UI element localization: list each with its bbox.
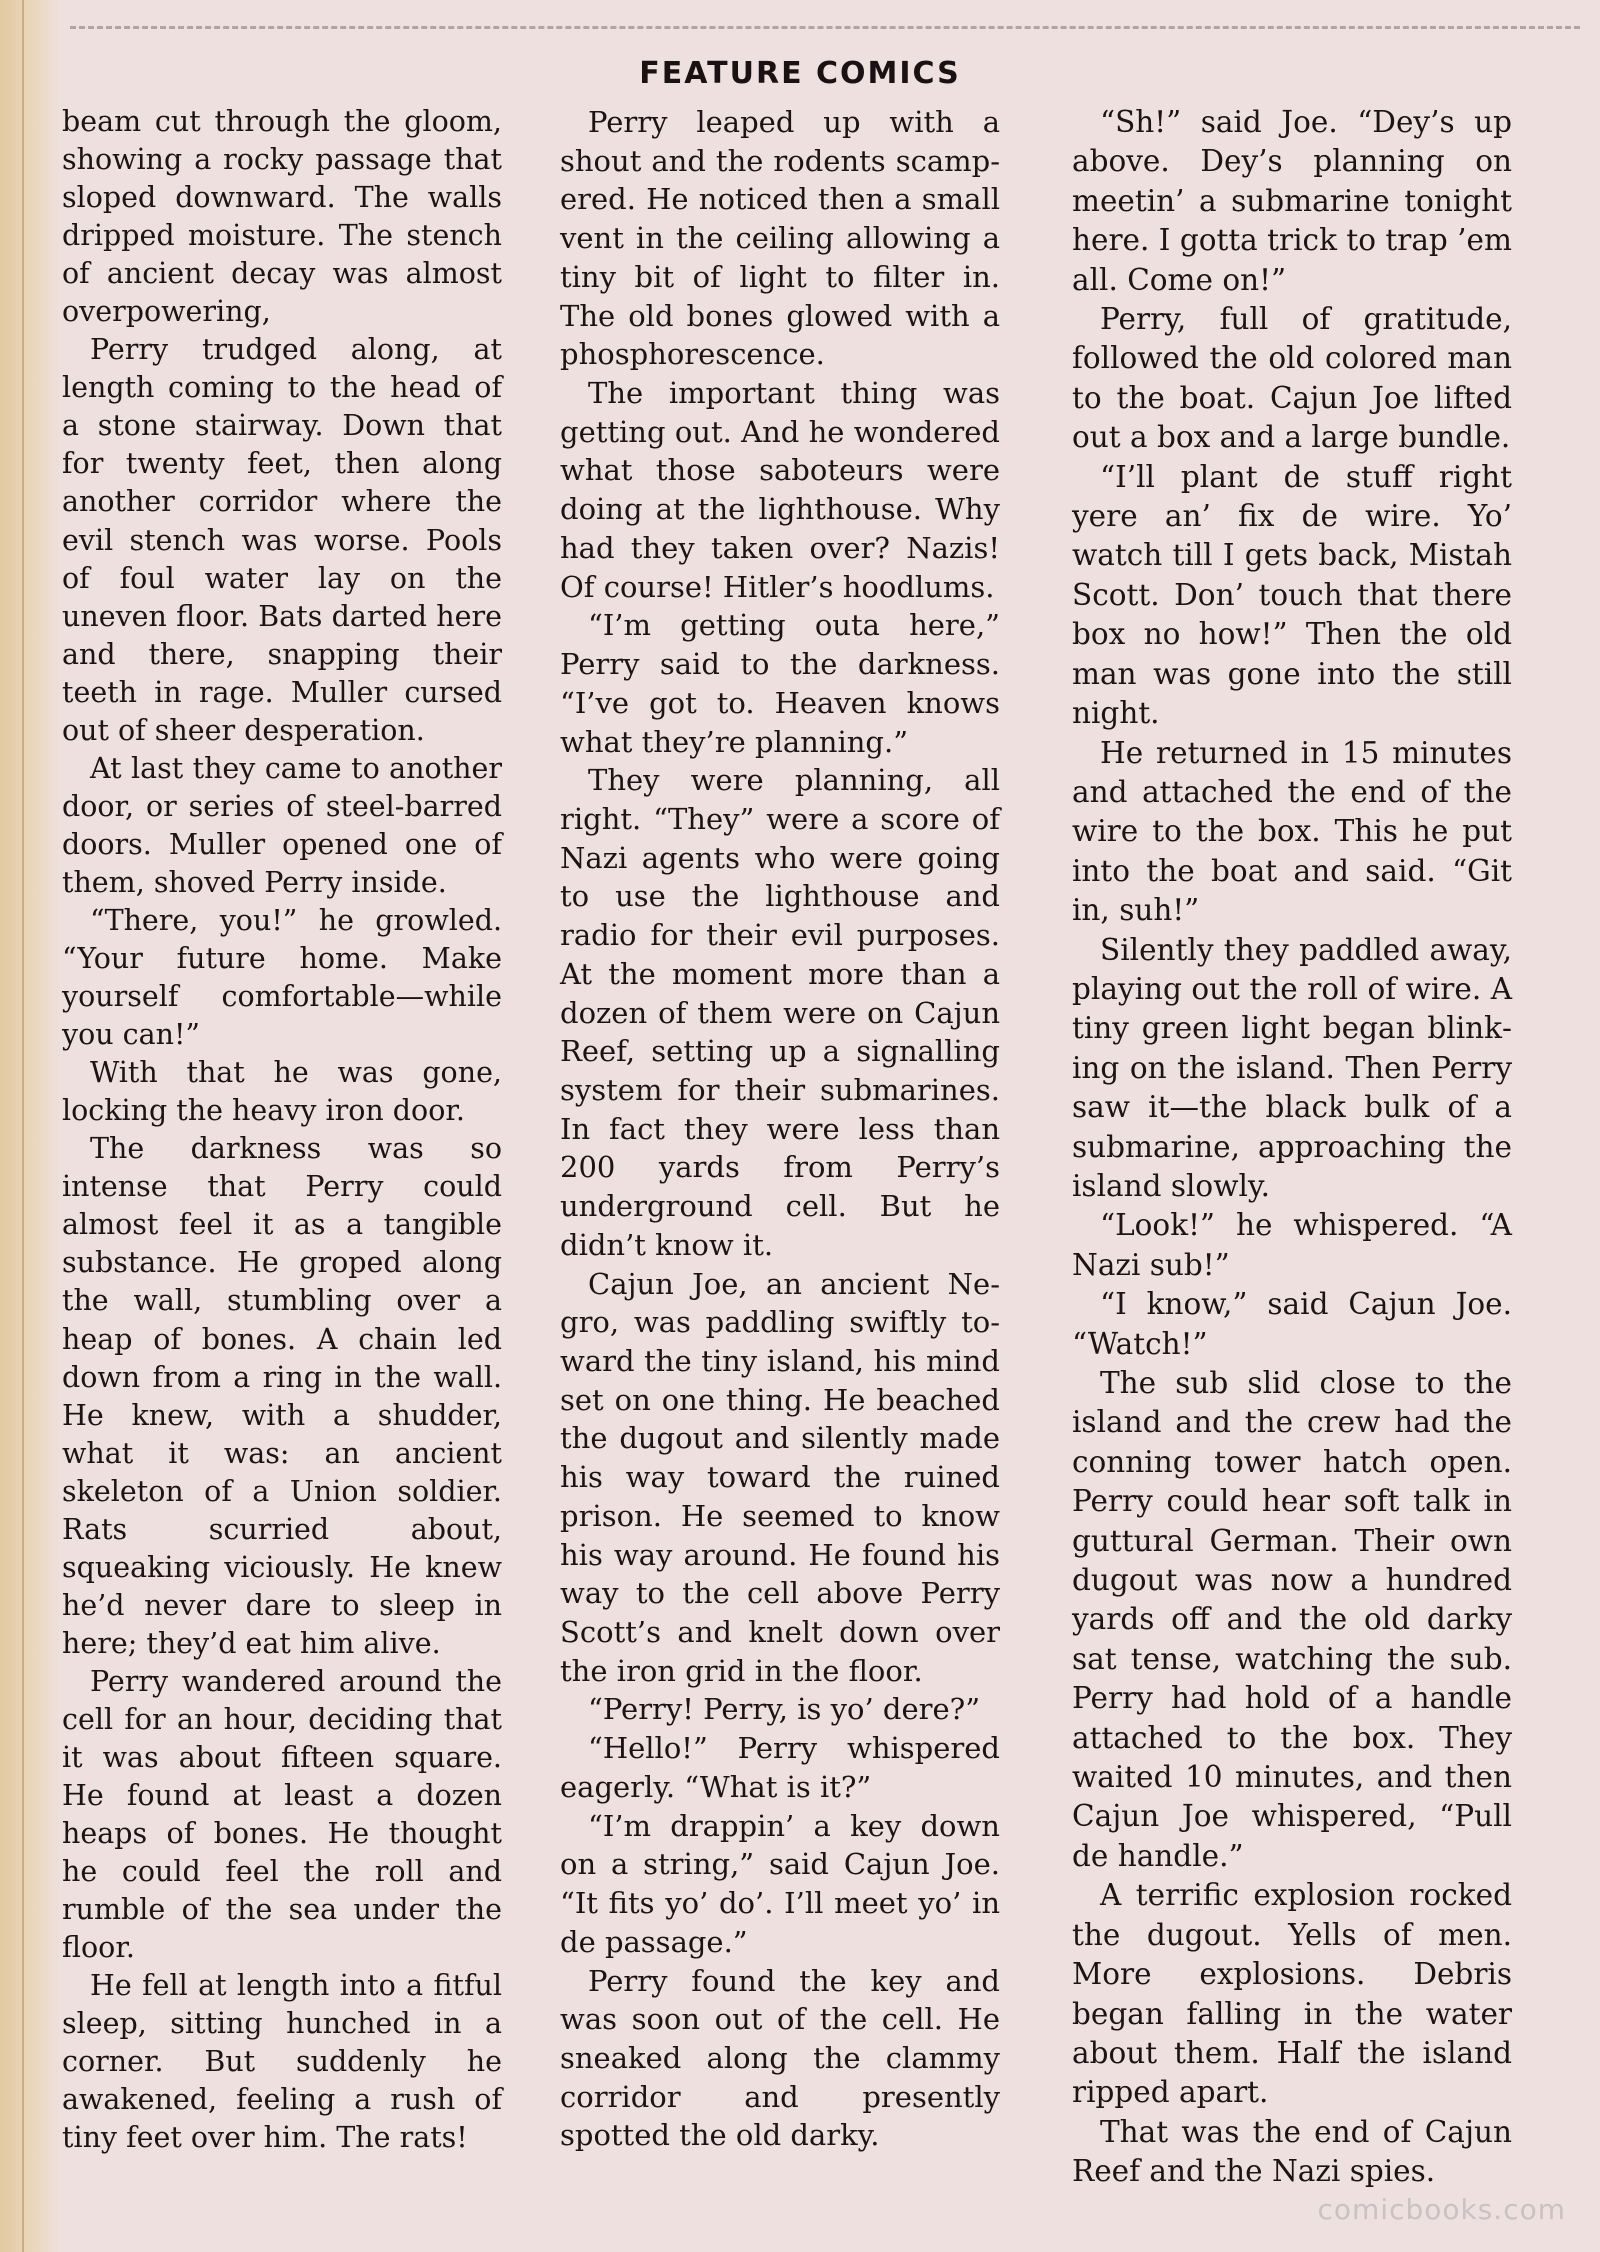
paragraph: “I’m getting outa here,” Perry said to the darkness. “I’ve got to. Heaven knows what they’re planning.”	[560, 608, 1000, 759]
paragraph: “I know,” said Cajun Joe. “Watch!”	[1072, 1287, 1512, 1361]
paragraph: beam cut through the gloom, showing a rocky passage that sloped downward. The walls dripped moisture. The stench of ancient decay was almost overpowering,	[62, 105, 502, 329]
paragraph: Perry trudged along, at length coming to the head of a stone stairway. Down that for twenty feet, then along another corridor where the evil stench was worse. Pools of foul water lay on the uneven floor. Bats darted here and there, snapping their teeth in rage. Muller cursed out of sheer desperation.	[62, 333, 502, 747]
text-column-1	[62, 103, 502, 2158]
paragraph: At last they came to another door, or series of steel-barred doors. Muller opened one of them, shoved Perry inside.	[62, 751, 502, 899]
binding-line	[22, 0, 24, 2252]
text-column-2	[560, 103, 1000, 2155]
paragraph: “Look!” he whispered. “A Nazi sub!”	[1072, 1208, 1512, 1282]
paragraph: “There, you!” he growled. “Your future home. Make yourself comfortable—while you can!”	[62, 903, 502, 1052]
paragraph: “I’ll plant de stuff right yere an’ fix de wire. Yo’ watch till I gets back, Mistah Scott. Don’ touch that there box no how!” Then the old man was gone into the still night.	[1072, 459, 1512, 731]
paragraph: “I’m drappin’ a key down on a string,” said Cajun Joe. “It fits yo’ do’. I’ll meet yo’ in de passage.”	[560, 1808, 1000, 1959]
page-spine	[0, 0, 62, 2252]
paragraph: “Sh!” said Joe. “Dey’s up above. Dey’s planning on meetin’ a submarine tonight here. I gotta trick to trap ’em all. Come on!”	[1072, 105, 1512, 297]
paragraph: The important thing was getting out. And he wondered what those saboteurs were doing at the lighthouse. Why had they taken over? Nazis! Of course! Hitler’s hoodlums.	[560, 376, 1000, 604]
paragraph: “Perry! Perry, is yo’ dere?”	[588, 1692, 981, 1727]
paragraph: He returned in 15 minutes and attached the end of the wire to the box. This he put into the boat and said. “Git in, suh!”	[1072, 735, 1512, 928]
top-border-marks	[70, 26, 1580, 32]
paragraph: The sub slid close to the island and the crew had the conning tower hatch open. Perry could hear soft talk in guttural German. Their own dugout was now a hundred yards off and the old darky sat tense, watching the sub. Perry had hold of a handle attached to the box. They waited 10 minutes, and then Cajun Joe whispered, “Pull de handle.”	[1072, 1366, 1512, 1873]
paragraph: A terrific explosion rocked the dugout. Yells of men. More explosions. Debris began falling in the water about them. Half the island ripped apart.	[1072, 1878, 1512, 2110]
paragraph: Perry found the key and was soon out of the cell. He sneaked along the clammy corridor and presently spotted the old darky.	[560, 1963, 1000, 2153]
paragraph: The darkness was so intense that Perry could almost feel it as a tangible substance. He groped along the wall, stumbling over a heap of bones. A chain led down from a ring in the wall. He knew, with a shudder, what it was: an ancient skeleton of a Union soldier. Rats scurried about, squeaking viciously. He knew he’d never dare to sleep in here; they’d eat him alive.	[62, 1132, 502, 1660]
paragraph: They were planning, all right. “They” were a score of Nazi agents who were going to use the lighthouse and radio for their evil purposes. At the moment more than a dozen of them were on Cajun Reef, setting up a signalling system for their submarines. In fact they were less than 200 yards from Perry’s underground cell. But he didn’t know it.	[560, 763, 1000, 1262]
paragraph: With that he was gone, locking the heavy iron door.	[62, 1056, 502, 1128]
page-header: FEATURE COMICS	[639, 56, 961, 91]
paragraph: That was the end of Cajun Reef and the Nazi spies.	[1072, 2114, 1512, 2189]
paragraph: Cajun Joe, an ancient Negro, was paddling swiftly toward the tiny island, his mind set on one thing. He beached the dugout and silently made his way toward the ruined prison. He seemed to know his way around. He found his way to the cell above Perry Scott’s and knelt down over the iron grid in the floor.	[560, 1266, 1000, 1688]
text-column-3	[1072, 103, 1512, 2192]
paragraph: Silently they paddled away, playing out the roll of wire. A tiny green light began blinking on the island. Then Perry saw it—the black bulk of a submarine, approaching the island slowly.	[1072, 932, 1512, 1203]
watermark: comicbooks.com	[1317, 2193, 1566, 2226]
paragraph: Perry wandered around the cell for an hour, deciding that it was about fifteen square. He found at least a dozen heaps of bones. He thought he could feel the roll and rumble of the sea under the floor.	[62, 1664, 502, 1965]
paragraph: “Hello!” Perry whispered eagerly. “What is it?”	[560, 1731, 1000, 1804]
paragraph: He fell at length into a fitful sleep, sitting hunched in a corner. But suddenly he awakened, feeling a rush of tiny feet over him. The rats!	[62, 1969, 502, 2155]
paragraph: Perry leaped up with a shout and the rodents scampered. He noticed then a small vent in the ceiling allowing a tiny bit of light to filter in. The old bones glowed with a phosphorescence.	[560, 105, 1000, 372]
paragraph: Perry, full of gratitude, followed the old colored man to the boat. Cajun Joe lifted out a box and a large bundle.	[1072, 302, 1512, 455]
